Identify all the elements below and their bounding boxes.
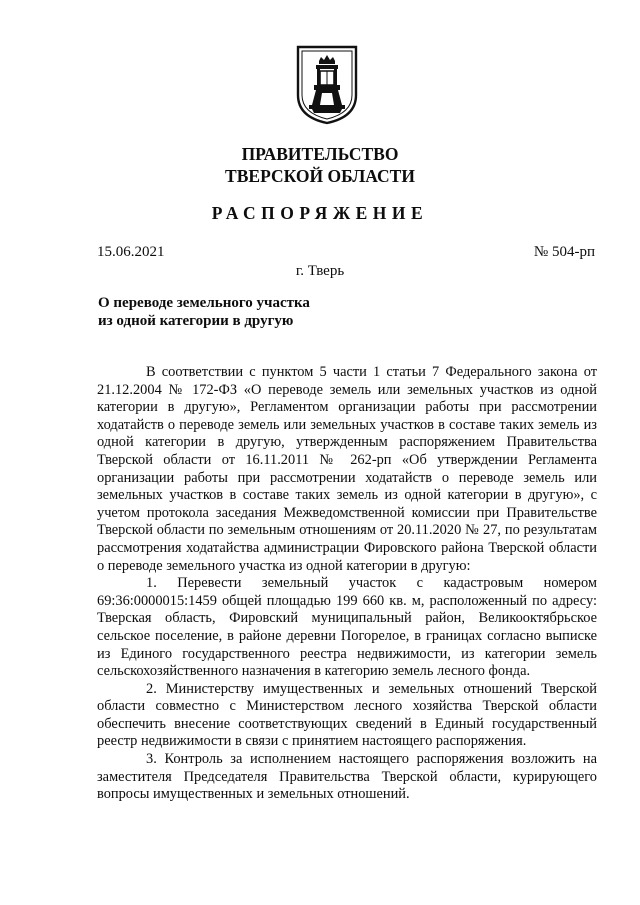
organization-line-1: ПРАВИТЕЛЬСТВО [241, 144, 399, 164]
clause-1-paragraph: 1. Перевести земельный участок с кадастровым номером 69:36:0000015:1459 общей площадью 199 660 кв. м, расположенный по адресу: Тверская область, Фировский муниципальный район, Великооктябрьское сельское поселение, в районе деревни Погорелое, в границах согласно выписке из Единого государственного реестра недвижимости, из категории земель сельскохозяйственного назначения в категорию земель лесного фонда. [97, 575, 597, 680]
tver-coat-of-arms-icon [296, 45, 358, 125]
document-type-title: РАСПОРЯЖЕНИЕ [211, 203, 429, 223]
document-subject [98, 294, 310, 330]
organization-name [0, 143, 640, 187]
preamble-paragraph: В соответствии с пунктом 5 части 1 статьи 7 Федерального закона от 21.12.2004 № 172-ФЗ «О переводе земель или земельных участков из одной категории в другую», Регламентом организации работы при рассмотрении ходатайств о переводе земель или земельных участков в составе таких земель из одной категории в другую, утвержденным распоряжением Правительства Тверской области от 16.11.2011 № 262-рп «Об утверждении Регламента организации работы при рассмотрении ходатайств о переводе земель или земельных участков в составе таких земель из одной категории в другую», с учетом протокола заседания Межведомственной комиссии при Правительстве Тверской области по земельным отношениям от 20.11.2020 № 27, по результатам рассмотрения ходатайства администрации Фировского района Тверской области о переводе земельного участка из одной категории в другую: [97, 364, 597, 574]
organization-line-2: ТВЕРСКОЙ ОБЛАСТИ [225, 166, 415, 186]
subject-line-2: из одной категории в другую [98, 313, 294, 329]
document-date: 15.06.2021 [97, 244, 165, 260]
document-number: № 504-рп [533, 244, 595, 260]
subject-line-1: О переводе земельного участка [98, 295, 310, 311]
document-body [97, 364, 597, 804]
clause-3-paragraph: 3. Контроль за исполнением настоящего распоряжения возложить на заместителя Председателя Правительства Тверской области, курирующего вопросы имущественных и земельных отношений. [97, 751, 597, 803]
clause-2-paragraph: 2. Министерству имущественных и земельных отношений Тверской области совместно с Министерством лесного хозяйства Тверской области обеспечить внесение соответствующих сведений в Единый государственный реестр недвижимости в связи с принятием настоящего распоряжения. [97, 680, 597, 750]
document-city: г. Тверь [295, 263, 345, 279]
